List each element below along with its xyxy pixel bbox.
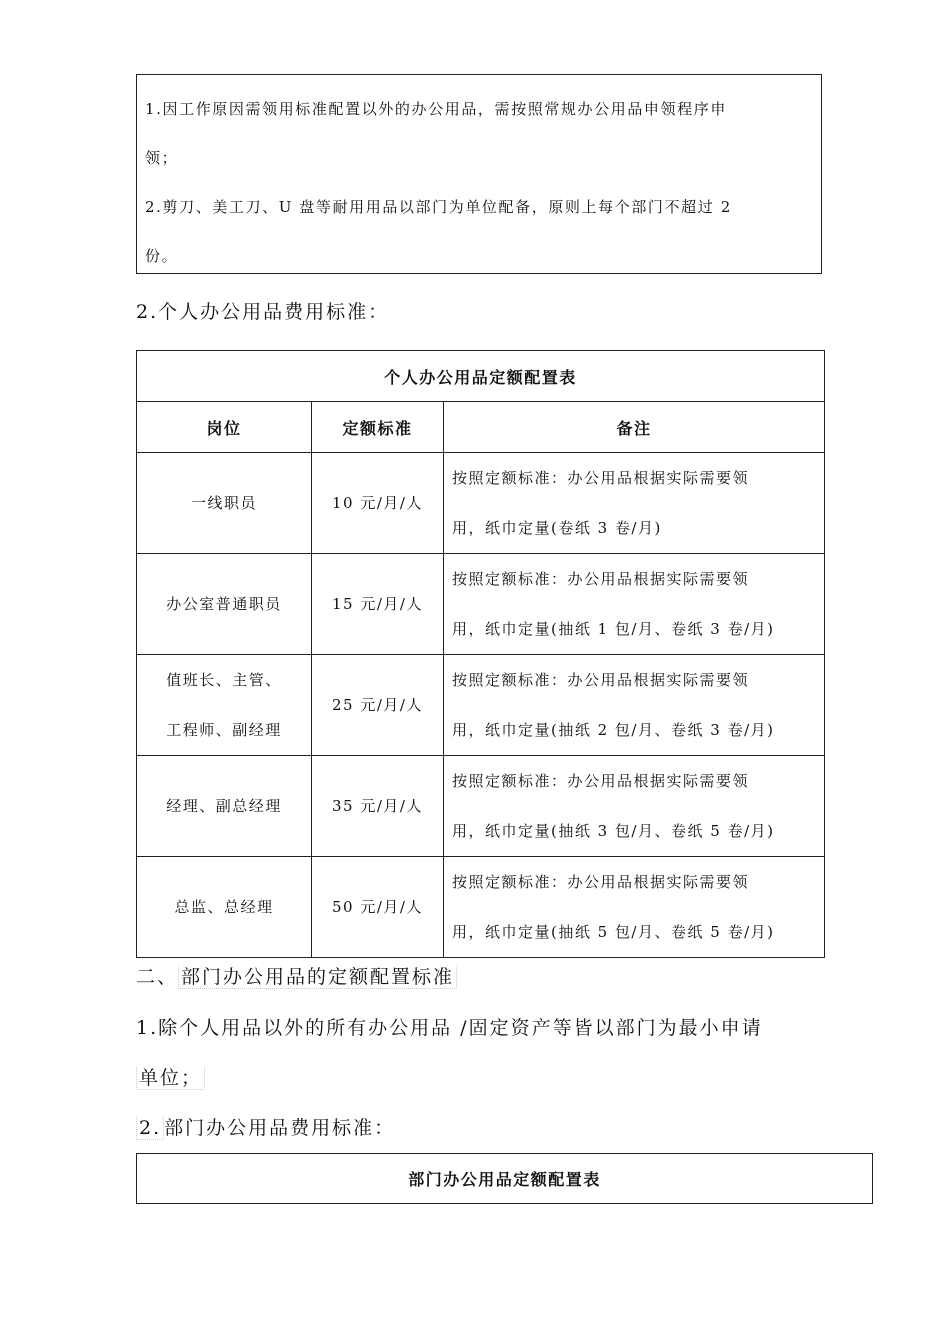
table-row (137, 453, 825, 554)
quota-cell: 10 元/月/人 (312, 453, 444, 554)
note-text: 用，纸巾定量(抽纸 3 包/月、卷纸 5 卷/月) (452, 822, 775, 840)
note-text: 用，纸巾定量(抽纸 1 包/月、卷纸 3 卷/月) (452, 620, 775, 638)
note-text: 按照定额标准：办公用品根据实际需要领 (452, 469, 750, 487)
section-heading-dept (136, 962, 457, 989)
quota-cell: 50 元/月/人 (312, 857, 444, 958)
note-text: 按照定额标准：办公用品根据实际需要领 (452, 570, 750, 588)
table-title: 个人办公用品定额配置表 (137, 351, 825, 402)
section-number: 二、 (136, 966, 179, 988)
quota-cell: 35 元/月/人 (312, 756, 444, 857)
notes-box (136, 74, 822, 274)
personal-quota-table (136, 350, 825, 958)
section-title: 部门办公用品费用标准： (164, 1117, 396, 1139)
note-cell (444, 857, 825, 958)
post-cell (137, 554, 312, 655)
post-text: 工程师、副经理 (166, 721, 282, 739)
note-text: 按照定额标准：办公用品根据实际需要领 (452, 671, 750, 689)
note-cell (444, 453, 825, 554)
dept-paragraph (136, 1013, 763, 1040)
note-text: 用，纸巾定量(卷纸 3 卷/月) (452, 519, 662, 537)
section-heading-dept-fee (136, 1113, 395, 1140)
column-header: 定额标准 (312, 402, 444, 453)
quota-cell: 25 元/月/人 (312, 655, 444, 756)
paragraph-text: 单位； (136, 1067, 205, 1090)
note-text: 用，纸巾定量(抽纸 5 包/月、卷纸 5 卷/月) (452, 923, 775, 941)
post-cell (137, 655, 312, 756)
column-header: 备注 (444, 402, 825, 453)
note-cell (444, 756, 825, 857)
note-line: 2.剪刀、美工刀、U 盘等耐用用品以部门为单位配备，原则上每个部门不超过 2 (145, 198, 732, 216)
post-text: 总监、总经理 (174, 898, 274, 916)
post-cell (137, 857, 312, 958)
section-title: 部门办公用品的定额配置标准 (178, 966, 457, 989)
post-text: 经理、副总经理 (166, 797, 282, 815)
post-cell (137, 756, 312, 857)
section-number: 2. (136, 1117, 164, 1140)
post-cell (137, 453, 312, 554)
note-text: 按照定额标准：办公用品根据实际需要领 (452, 873, 750, 891)
note-text: 用，纸巾定量(抽纸 2 包/月、卷纸 3 卷/月) (452, 721, 775, 739)
table-row (137, 857, 825, 958)
dept-paragraph-cont (136, 1063, 205, 1090)
post-text: 值班长、主管、 (166, 671, 282, 689)
dept-quota-table-title: 部门办公用品定额配置表 (136, 1153, 873, 1204)
table-row (137, 655, 825, 756)
note-cell (444, 655, 825, 756)
post-text: 办公室普通职员 (166, 595, 282, 613)
note-text: 按照定额标准：办公用品根据实际需要领 (452, 772, 750, 790)
post-text: 一线职员 (190, 494, 257, 512)
note-line: 领； (145, 149, 179, 167)
note-line: 1.因工作原因需领用标准配置以外的办公用品，需按照常规办公用品申领程序申 (145, 100, 727, 118)
note-cell (444, 554, 825, 655)
note-line: 份。 (145, 247, 179, 265)
table-row (137, 756, 825, 857)
paragraph-text: 1.除个人用品以外的所有办公用品 /固定资产等皆以部门为最小申请 (136, 1017, 763, 1039)
quota-cell: 15 元/月/人 (312, 554, 444, 655)
section-heading-personal: 2.个人办公用品费用标准： (136, 301, 390, 323)
table-row (137, 554, 825, 655)
column-header: 岗位 (137, 402, 312, 453)
